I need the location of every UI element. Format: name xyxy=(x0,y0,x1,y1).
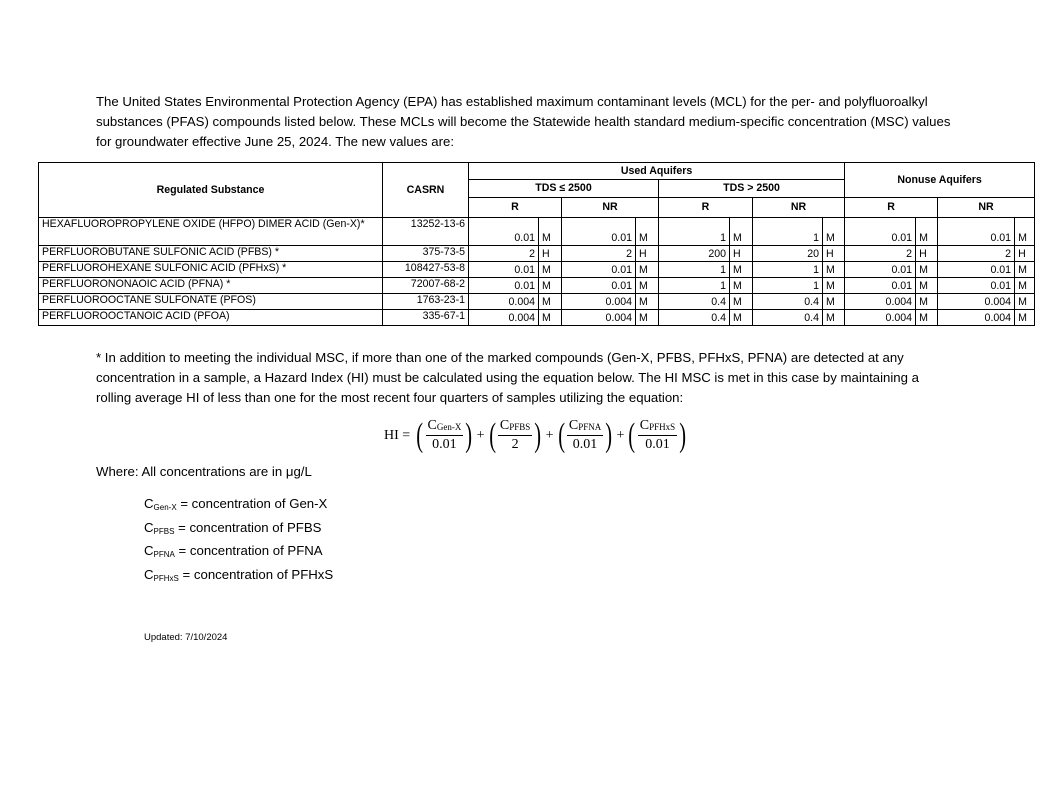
header-tds-low: TDS ≤ 2500 xyxy=(469,180,659,198)
basis-code: M xyxy=(730,262,753,278)
casrn-value: 72007-68-2 xyxy=(383,278,469,294)
header-r: R xyxy=(469,198,562,218)
basis-code: M xyxy=(1015,262,1035,278)
left-paren: ( xyxy=(557,416,565,454)
concentration-symbol: C xyxy=(144,543,154,558)
msc-value: 2 xyxy=(938,246,1015,262)
definition-text: = concentration of PFNA xyxy=(174,543,323,558)
denominator: 0.01 xyxy=(432,437,457,452)
header-substance: Regulated Substance xyxy=(39,163,383,218)
basis-code: M xyxy=(730,294,753,310)
intro-paragraph xyxy=(96,92,996,152)
basis-code: M xyxy=(730,278,753,294)
msc-value: 1 xyxy=(659,218,730,246)
plus-sign: + xyxy=(616,427,625,443)
basis-code: M xyxy=(539,278,562,294)
definitions-list xyxy=(144,494,333,588)
msc-value: 1 xyxy=(753,278,823,294)
msc-value: 0.01 xyxy=(938,278,1015,294)
header-used-aquifers: Used Aquifers xyxy=(469,163,845,180)
compound-subscript: PFNA xyxy=(578,422,602,432)
msc-value: 0.01 xyxy=(469,262,539,278)
definition-line xyxy=(144,565,333,589)
basis-code: M xyxy=(539,218,562,246)
msc-value: 0.01 xyxy=(469,218,539,246)
numerator xyxy=(567,418,603,436)
basis-code: M xyxy=(636,294,659,310)
equation-term xyxy=(626,418,688,453)
basis-code: M xyxy=(916,218,938,246)
substance-name: PERFLUOROOCTANOIC ACID (PFOA) xyxy=(39,310,383,326)
header-casrn: CASRN xyxy=(383,163,469,218)
definition-line xyxy=(144,541,333,565)
compound-subscript: PFBS xyxy=(509,422,531,432)
definition-text: = concentration of PFHxS xyxy=(178,566,334,582)
table-row xyxy=(39,278,1035,294)
plus-sign: + xyxy=(476,427,485,443)
compound-subscript: PFBS xyxy=(153,526,175,536)
note-line: * In addition to meeting the individual MSC, if more than one of the marked compounds (Gen-X, PFBS, PFHxS, PFNA) are detected at any xyxy=(96,350,904,365)
compound-subscript: PFHxS xyxy=(649,422,676,432)
msc-value: 20 xyxy=(753,246,823,262)
casrn-value: 1763-23-1 xyxy=(383,294,469,310)
msc-value: 0.004 xyxy=(938,310,1015,326)
basis-code: M xyxy=(1015,294,1035,310)
msc-value: 0.004 xyxy=(562,294,636,310)
msc-value: 0.4 xyxy=(753,294,823,310)
basis-code: M xyxy=(823,294,845,310)
msc-value: 2 xyxy=(845,246,916,262)
numerator xyxy=(638,418,677,436)
msc-value: 200 xyxy=(659,246,730,262)
header-r: R xyxy=(845,198,938,218)
intro-line: The United States Environmental Protection Agency (EPA) has established maximum contaminant levels (MCL) for the per- and polyfluoroalkyl xyxy=(96,94,928,109)
basis-code: M xyxy=(1015,218,1035,246)
msc-value: 1 xyxy=(753,218,823,246)
definition-text: = concentration of Gen-X xyxy=(176,496,328,511)
concentration-symbol: C xyxy=(639,418,650,433)
msc-value: 0.01 xyxy=(845,262,916,278)
casrn-value: 108427-53-8 xyxy=(383,262,469,278)
right-paren: ) xyxy=(605,416,613,454)
msc-value: 0.4 xyxy=(753,310,823,326)
msc-value: 0.01 xyxy=(562,218,636,246)
hazard-index-equation xyxy=(384,418,688,453)
compound-subscript: PFNA xyxy=(153,550,175,559)
concentration-symbol: C xyxy=(568,418,579,433)
header-nr: NR xyxy=(938,198,1035,218)
basis-code: M xyxy=(823,278,845,294)
msc-value: 0.004 xyxy=(845,294,916,310)
msc-value: 0.004 xyxy=(938,294,1015,310)
intro-line: for groundwater effective June 25, 2024. The new values are: xyxy=(96,134,455,149)
table-row xyxy=(39,294,1035,310)
basis-code: M xyxy=(636,218,659,246)
msc-value: 1 xyxy=(753,262,823,278)
note-line: rolling average HI of less than one for the most recent four quarters of samples utilizing the equation: xyxy=(96,390,684,405)
denominator: 2 xyxy=(511,437,519,452)
equation-term xyxy=(414,418,475,453)
compound-subscript: Gen-X xyxy=(436,422,462,432)
msc-value: 0.01 xyxy=(845,278,916,294)
msc-value: 0.01 xyxy=(938,262,1015,278)
hazard-index-note xyxy=(96,348,976,408)
right-paren: ) xyxy=(679,416,687,454)
msc-value: 0.01 xyxy=(845,218,916,246)
basis-code: M xyxy=(823,218,845,246)
msc-value: 1 xyxy=(659,278,730,294)
equation-term xyxy=(556,418,615,453)
substance-name: PERFLUOROOCTANE SULFONATE (PFOS) xyxy=(39,294,383,310)
table-row xyxy=(39,310,1035,326)
basis-code: M xyxy=(916,294,938,310)
equation-lhs: HI = xyxy=(384,427,411,443)
basis-code: M xyxy=(539,310,562,326)
concentration-symbol: C xyxy=(427,418,437,433)
left-paren: ( xyxy=(488,416,496,454)
table-row xyxy=(39,262,1035,278)
basis-code: M xyxy=(823,262,845,278)
definition-line xyxy=(144,518,333,542)
updated-date: Updated: 7/10/2024 xyxy=(144,632,228,643)
table-row xyxy=(39,246,1035,262)
casrn-value: 13252-13-6 xyxy=(383,218,469,246)
fraction xyxy=(567,418,603,453)
msc-value: 0.4 xyxy=(659,310,730,326)
msc-value: 0.004 xyxy=(469,294,539,310)
basis-code: H xyxy=(823,246,845,262)
basis-code: M xyxy=(1015,310,1035,326)
numerator xyxy=(426,418,464,436)
casrn-value: 375-73-5 xyxy=(383,246,469,262)
basis-code: H xyxy=(916,246,938,262)
concentration-symbol: C xyxy=(144,566,154,582)
basis-code: H xyxy=(730,246,753,262)
header-nonuse-aquifers: Nonuse Aquifers xyxy=(845,163,1035,198)
basis-code: M xyxy=(539,262,562,278)
table-row xyxy=(39,218,1035,246)
basis-code: H xyxy=(539,246,562,262)
msc-value: 2 xyxy=(469,246,539,262)
substance-name: PERFLUORONONAOIC ACID (PFNA) * xyxy=(39,278,383,294)
header-tds-high: TDS > 2500 xyxy=(659,180,845,198)
msc-value: 2 xyxy=(562,246,636,262)
definition-text: = concentration of PFBS xyxy=(174,519,322,535)
basis-code: M xyxy=(636,262,659,278)
right-paren: ) xyxy=(465,416,473,454)
denominator: 0.01 xyxy=(572,437,598,452)
denominator: 0.01 xyxy=(645,437,670,452)
concentration-symbol: C xyxy=(144,496,154,511)
msc-value: 0.01 xyxy=(562,278,636,294)
left-paren: ( xyxy=(628,416,636,454)
basis-code: H xyxy=(636,246,659,262)
basis-code: H xyxy=(1015,246,1035,262)
basis-code: M xyxy=(636,310,659,326)
basis-code: M xyxy=(636,278,659,294)
concentration-symbol: C xyxy=(499,418,510,433)
left-paren: ( xyxy=(416,416,424,454)
compound-subscript: Gen-X xyxy=(153,503,177,512)
msc-value: 0.004 xyxy=(469,310,539,326)
msc-table xyxy=(38,162,1035,326)
basis-code: M xyxy=(916,278,938,294)
msc-value: 0.004 xyxy=(562,310,636,326)
units-statement: Where: All concentrations are in μg/L xyxy=(96,464,312,479)
substance-name: PERFLUOROBUTANE SULFONIC ACID (PFBS) * xyxy=(39,246,383,262)
fraction xyxy=(638,418,677,453)
numerator xyxy=(498,418,532,436)
note-line: concentration in a sample, a Hazard Index (HI) must be calculated using the equation below. The HI MSC is met in this case by maintaining a xyxy=(96,370,919,385)
header-nr: NR xyxy=(562,198,659,218)
definition-line xyxy=(144,494,333,518)
fraction xyxy=(426,418,464,453)
header-r: R xyxy=(659,198,753,218)
basis-code: M xyxy=(916,310,938,326)
plus-sign: + xyxy=(545,427,554,443)
substance-name: HEXAFLUOROPROPYLENE OXIDE (HFPO) DIMER ACID (Gen-X)* xyxy=(39,218,383,246)
msc-value: 0.01 xyxy=(562,262,636,278)
intro-line: substances (PFAS) compounds listed below. These MCLs will become the Statewide health standard medium-specific concentration (MSC) values xyxy=(96,114,951,129)
compound-subscript: PFHxS xyxy=(153,573,179,583)
msc-value: 0.01 xyxy=(938,218,1015,246)
casrn-value: 335-67-1 xyxy=(383,310,469,326)
basis-code: M xyxy=(823,310,845,326)
basis-code: M xyxy=(730,218,753,246)
basis-code: M xyxy=(539,294,562,310)
basis-code: M xyxy=(1015,278,1035,294)
substance-name: PERFLUOROHEXANE SULFONIC ACID (PFHxS) * xyxy=(39,262,383,278)
basis-code: M xyxy=(916,262,938,278)
concentration-symbol: C xyxy=(144,519,154,535)
equation-term xyxy=(487,418,544,453)
right-paren: ) xyxy=(534,416,542,454)
msc-value: 0.01 xyxy=(469,278,539,294)
msc-value: 0.4 xyxy=(659,294,730,310)
header-nr: NR xyxy=(753,198,845,218)
msc-value: 0.004 xyxy=(845,310,916,326)
msc-value: 1 xyxy=(659,262,730,278)
fraction xyxy=(498,418,532,453)
basis-code: M xyxy=(730,310,753,326)
